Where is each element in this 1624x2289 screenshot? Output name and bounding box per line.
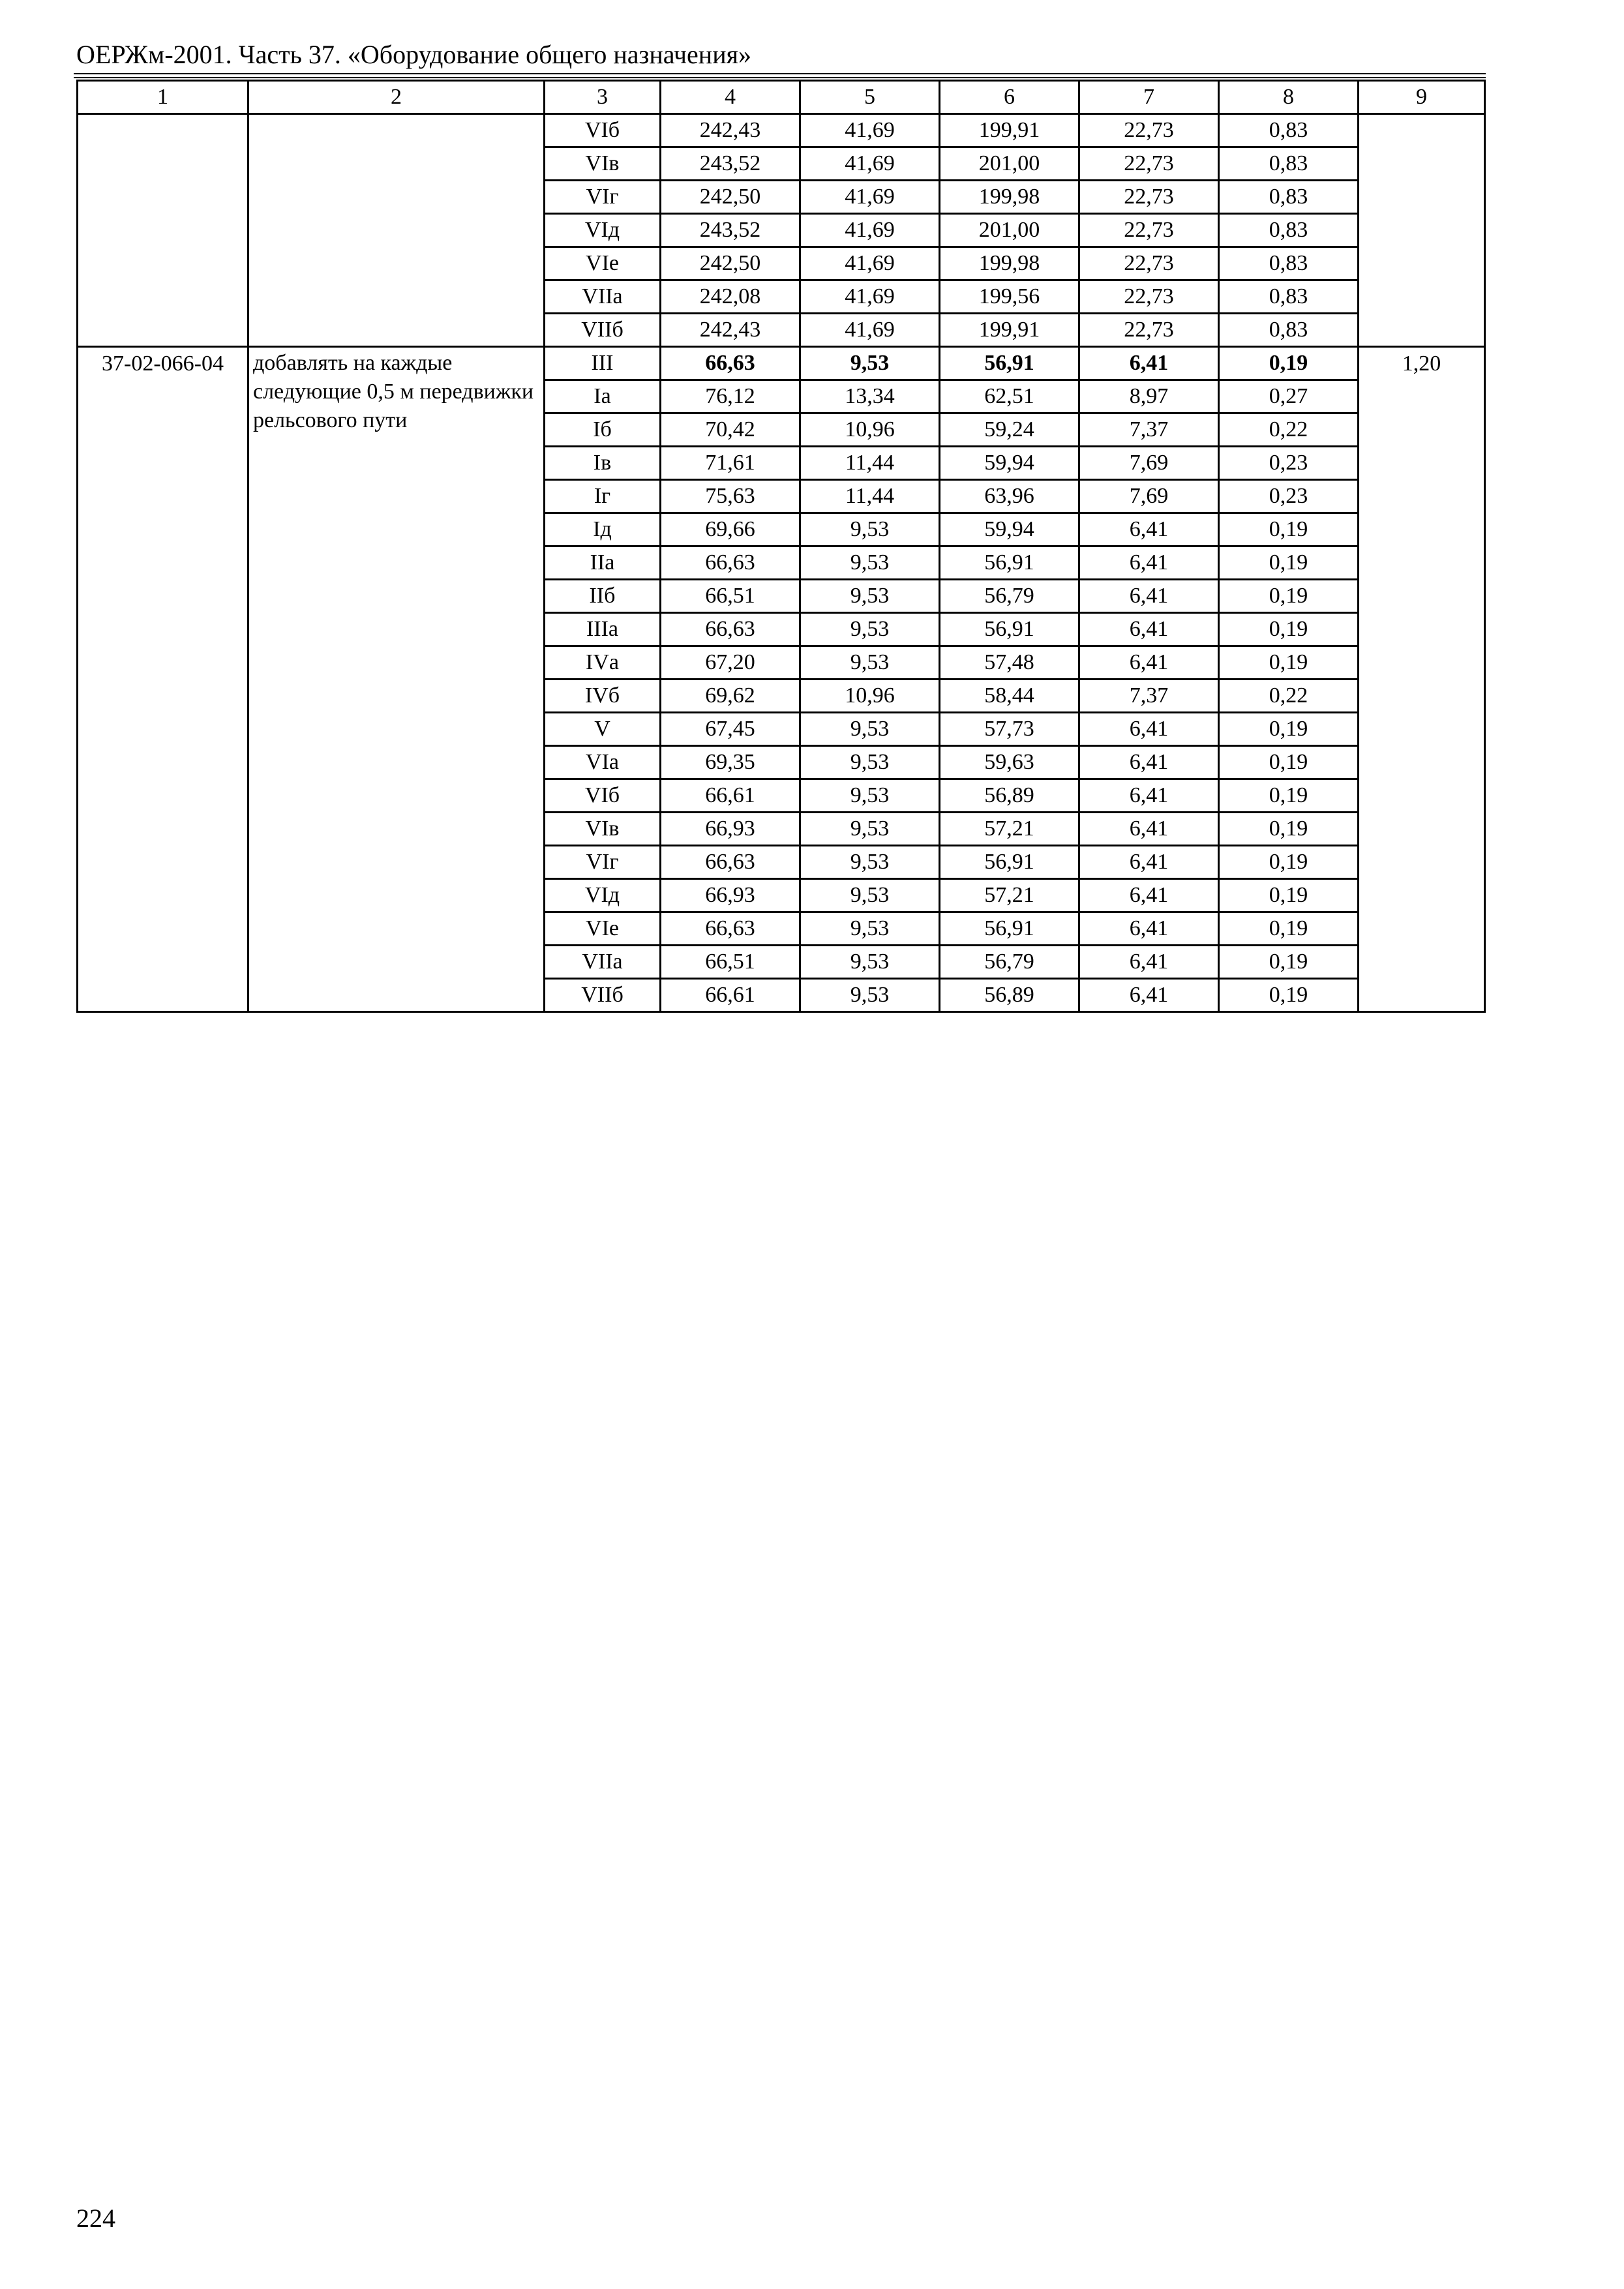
value-cell: 201,00 [940,214,1079,247]
value-cell: 0,19 [1219,779,1359,813]
value-cell: 0,23 [1219,447,1359,480]
value-cell: 0,19 [1219,646,1359,680]
value-cell: 66,51 [661,580,800,613]
page-header-title: ОЕРЖм-2001. Часть 37. «Оборудование общего назначения» [76,40,751,69]
value-cell: 75,63 [661,480,800,513]
value-cell: 11,44 [800,480,940,513]
value-cell: 56,91 [940,846,1079,879]
value-cell: 66,63 [661,846,800,879]
value-cell: 22,73 [1079,247,1219,280]
value-cell: 9,53 [800,513,940,546]
value-cell: 41,69 [800,247,940,280]
zone-cell: VIIб [545,979,661,1012]
value-cell: 0,83 [1219,247,1359,280]
value-cell: 59,63 [940,746,1079,779]
value-cell: 67,45 [661,713,800,746]
value-cell: 66,51 [661,946,800,979]
value-cell: 0,83 [1219,181,1359,214]
value-cell: 56,91 [940,613,1079,646]
item-description-cell: добавлять на каждые следующие 0,5 м передвижки рельсового пути [248,347,545,1012]
value-cell: 57,21 [940,879,1079,912]
value-cell: 242,43 [661,114,800,147]
table-row [78,347,1485,380]
col9-cell [1359,114,1485,347]
value-cell: 10,96 [800,680,940,713]
zone-cell: VIг [545,181,661,214]
value-cell: 9,53 [800,846,940,879]
value-cell: 57,73 [940,713,1079,746]
value-cell: 63,96 [940,480,1079,513]
value-cell: 199,98 [940,247,1079,280]
zone-cell: VIд [545,879,661,912]
value-cell: 9,53 [800,946,940,979]
value-cell: 9,53 [800,813,940,846]
header-rule-top [74,73,1486,74]
value-cell: 6,41 [1079,779,1219,813]
zone-cell: VIIб [545,314,661,347]
value-cell: 56,79 [940,580,1079,613]
value-cell: 0,19 [1219,979,1359,1012]
value-cell: 59,94 [940,513,1079,546]
value-cell: 242,08 [661,280,800,314]
column-number: 3 [545,81,661,114]
zone-cell: VIе [545,912,661,946]
value-cell: 41,69 [800,181,940,214]
value-cell: 0,19 [1219,713,1359,746]
value-cell: 6,41 [1079,580,1219,613]
value-cell: 59,24 [940,413,1079,447]
value-cell: 41,69 [800,114,940,147]
value-cell: 22,73 [1079,181,1219,214]
value-cell: 22,73 [1079,314,1219,347]
value-cell: 70,42 [661,413,800,447]
value-cell: 6,41 [1079,946,1219,979]
value-cell: 56,91 [940,912,1079,946]
value-cell: 0,22 [1219,680,1359,713]
value-cell: 6,41 [1079,713,1219,746]
table-body [78,81,1485,1012]
value-cell: 58,44 [940,680,1079,713]
value-cell: 0,19 [1219,513,1359,546]
norms-table [76,80,1486,1013]
value-cell: 9,53 [800,613,940,646]
value-cell: 66,63 [661,912,800,946]
zone-cell: Iа [545,380,661,413]
column-number: 8 [1219,81,1359,114]
value-cell: 199,91 [940,314,1079,347]
value-cell: 62,51 [940,380,1079,413]
zone-cell: IIа [545,546,661,580]
value-cell: 242,50 [661,181,800,214]
value-cell: 6,41 [1079,646,1219,680]
value-cell: 6,41 [1079,813,1219,846]
value-cell: 9,53 [800,580,940,613]
value-cell: 0,19 [1219,613,1359,646]
zone-cell: V [545,713,661,746]
value-cell: 10,96 [800,413,940,447]
value-cell: 0,19 [1219,846,1359,879]
value-cell: 66,63 [661,347,800,380]
value-cell: 9,53 [800,347,940,380]
value-cell: 6,41 [1079,513,1219,546]
value-cell: 0,19 [1219,746,1359,779]
value-cell: 67,20 [661,646,800,680]
zone-cell: VIв [545,147,661,181]
value-cell: 0,83 [1219,114,1359,147]
value-cell: 242,50 [661,247,800,280]
value-cell: 6,41 [1079,979,1219,1012]
value-cell: 0,27 [1219,380,1359,413]
value-cell: 66,93 [661,879,800,912]
zone-cell: VIг [545,846,661,879]
value-cell: 69,66 [661,513,800,546]
value-cell: 0,23 [1219,480,1359,513]
zone-cell: VIв [545,813,661,846]
value-cell: 22,73 [1079,280,1219,314]
zone-cell: VIIа [545,946,661,979]
zone-cell: IVа [545,646,661,680]
value-cell: 9,53 [800,713,940,746]
value-cell: 69,35 [661,746,800,779]
value-cell: 71,61 [661,447,800,480]
value-cell: 22,73 [1079,147,1219,181]
value-cell: 66,63 [661,546,800,580]
value-cell: 56,89 [940,779,1079,813]
column-number: 2 [248,81,545,114]
value-cell: 243,52 [661,147,800,181]
zone-cell: VIе [545,247,661,280]
value-cell: 66,61 [661,779,800,813]
column-number: 1 [78,81,248,114]
value-cell: 0,19 [1219,546,1359,580]
column-number: 9 [1359,81,1485,114]
value-cell: 9,53 [800,879,940,912]
value-cell: 0,19 [1219,580,1359,613]
value-cell: 6,41 [1079,347,1219,380]
value-cell: 0,19 [1219,879,1359,912]
column-number: 7 [1079,81,1219,114]
value-cell: 7,69 [1079,447,1219,480]
column-number: 6 [940,81,1079,114]
value-cell: 0,22 [1219,413,1359,447]
zone-cell: Iв [545,447,661,480]
column-number: 5 [800,81,940,114]
zone-cell: IIIа [545,613,661,646]
value-cell: 41,69 [800,314,940,347]
value-cell: 6,41 [1079,846,1219,879]
value-cell: 243,52 [661,214,800,247]
value-cell: 41,69 [800,147,940,181]
value-cell: 0,83 [1219,214,1359,247]
value-cell: 0,83 [1219,280,1359,314]
value-cell: 22,73 [1079,214,1219,247]
value-cell: 6,41 [1079,546,1219,580]
zone-cell: Iг [545,480,661,513]
value-cell: 56,91 [940,546,1079,580]
zone-cell: III [545,347,661,380]
value-cell: 199,56 [940,280,1079,314]
table-row [78,114,1485,147]
page-number: 224 [76,2204,115,2233]
value-cell: 0,83 [1219,314,1359,347]
value-cell: 69,62 [661,680,800,713]
zone-cell: VIа [545,746,661,779]
column-number: 4 [661,81,800,114]
value-cell: 22,73 [1079,114,1219,147]
value-cell: 66,61 [661,979,800,1012]
value-cell: 9,53 [800,779,940,813]
item-col9-cell: 1,20 [1359,347,1485,1012]
value-cell: 41,69 [800,280,940,314]
value-cell: 11,44 [800,447,940,480]
value-cell: 57,48 [940,646,1079,680]
header-rule-bottom [74,77,1486,78]
value-cell: 9,53 [800,979,940,1012]
value-cell: 56,91 [940,347,1079,380]
value-cell: 8,97 [1079,380,1219,413]
value-cell: 0,19 [1219,946,1359,979]
zone-cell: VIб [545,779,661,813]
value-cell: 56,89 [940,979,1079,1012]
zone-cell: VIIа [545,280,661,314]
value-cell: 9,53 [800,912,940,946]
value-cell: 242,43 [661,314,800,347]
value-cell: 66,93 [661,813,800,846]
value-cell: 76,12 [661,380,800,413]
value-cell: 7,37 [1079,413,1219,447]
item-code-cell: 37-02-066-04 [78,347,248,1012]
value-cell: 56,79 [940,946,1079,979]
value-cell: 9,53 [800,646,940,680]
zone-cell: VIд [545,214,661,247]
value-cell: 66,63 [661,613,800,646]
value-cell: 6,41 [1079,746,1219,779]
value-cell: 7,37 [1079,680,1219,713]
zone-cell: Iб [545,413,661,447]
description-cell [248,114,545,347]
value-cell: 13,34 [800,380,940,413]
code-cell [78,114,248,347]
value-cell: 6,41 [1079,879,1219,912]
value-cell: 199,98 [940,181,1079,214]
zone-cell: IVб [545,680,661,713]
value-cell: 0,19 [1219,912,1359,946]
value-cell: 9,53 [800,746,940,779]
zone-cell: IIб [545,580,661,613]
value-cell: 201,00 [940,147,1079,181]
value-cell: 0,19 [1219,813,1359,846]
column-number-row [78,81,1485,114]
value-cell: 41,69 [800,214,940,247]
value-cell: 0,83 [1219,147,1359,181]
value-cell: 0,19 [1219,347,1359,380]
zone-cell: VIб [545,114,661,147]
value-cell: 6,41 [1079,912,1219,946]
value-cell: 57,21 [940,813,1079,846]
value-cell: 7,69 [1079,480,1219,513]
value-cell: 199,91 [940,114,1079,147]
zone-cell: Iд [545,513,661,546]
value-cell: 9,53 [800,546,940,580]
value-cell: 6,41 [1079,613,1219,646]
value-cell: 59,94 [940,447,1079,480]
